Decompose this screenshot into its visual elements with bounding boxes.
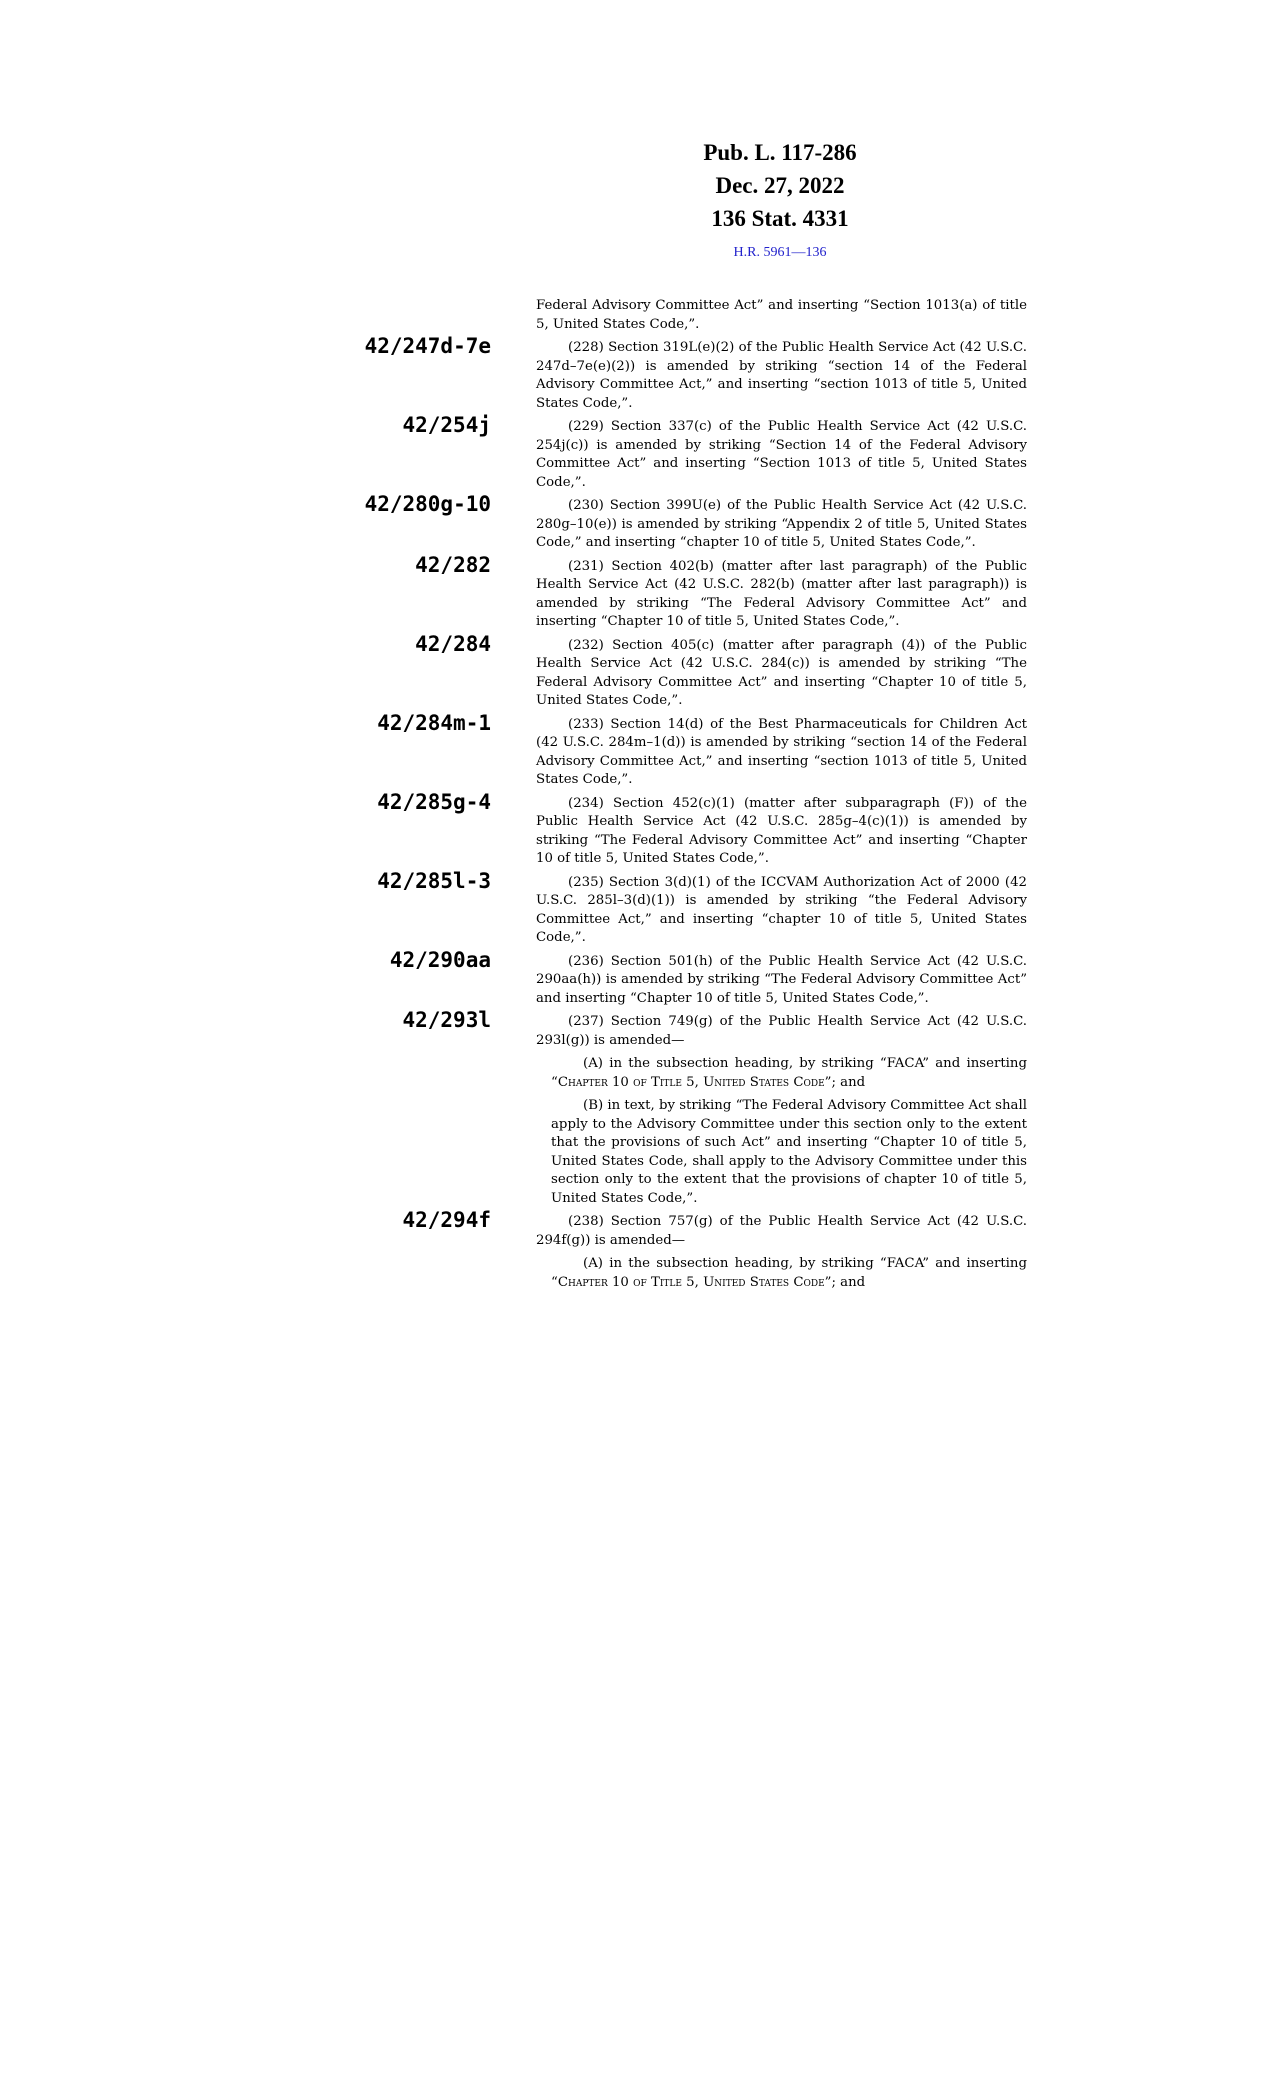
margin-citation: 42/282 bbox=[415, 552, 491, 577]
small-caps-heading: Chapter 10 of Title 5, United States Code bbox=[557, 1274, 825, 1290]
paragraph-text: (233) Section 14(d) of the Best Pharmaceuticals for Children Act (42 U.S.C. 284m–1(d)) is amended by striking “section 14 of the Federal Advisory Committee Act,” and inserting “section 1013 of title 5, United States Code,”. bbox=[536, 716, 1027, 787]
paragraph bbox=[364, 492, 1027, 553]
subparagraph-text: (B) in text, by striking “The Federal Advisory Committee Act shall apply to the Advisory Committee under this section only to the extent that the provisions of such Act” and inserting “Chapter 10 of title 5, United States Code, shall apply to the Advisory Committee under this section only to the extent that the provisions of chapter 10 of title 5, United States Code,”. bbox=[551, 1098, 1027, 1206]
margin-citation: 42/290aa bbox=[389, 947, 491, 972]
enactment-date: Dec. 27, 2022 bbox=[715, 173, 845, 198]
subparagraph bbox=[551, 1255, 1027, 1292]
page-header bbox=[640, 136, 920, 261]
subparagraph-text-end: ”; and bbox=[824, 1274, 866, 1290]
margin-citation: 42/285l-3 bbox=[377, 868, 491, 893]
paragraph bbox=[377, 789, 1027, 869]
paragraph bbox=[402, 1208, 1027, 1250]
margin-citation: 42/284 bbox=[415, 631, 491, 656]
paragraph bbox=[364, 334, 1027, 413]
margin-citation: 42/254j bbox=[402, 413, 491, 437]
paragraph-text: (228) Section 319L(e)(2) of the Public Health Service Act (42 U.S.C. 247d–7e(e)(2)) is amended by striking “section 14 of the Federal Advisory Committee Act,” and inserting “section 1013 of title 5, United States Code,”. bbox=[536, 340, 1027, 411]
paragraph-text: (229) Section 337(c) of the Public Health Service Act (42 U.S.C. 254j(c)) is amended by striking “Section 14 of the Federal Advisory Committee Act” and inserting “Section 1013 of title 5, United States Code,”. bbox=[536, 419, 1027, 490]
paragraph-text: (231) Section 402(b) (matter after last paragraph) of the Public Health Service Act (42 U.S.C. 282(b) (matter after last paragraph)) is amended by striking “The Federal Advisory Committee Act” and inserting “Chapter 10 of title 5, United States Code,”. bbox=[536, 558, 1027, 629]
document-body bbox=[364, 297, 1027, 1297]
subparagraph bbox=[551, 1097, 1027, 1208]
paragraph bbox=[415, 631, 1027, 711]
subparagraph bbox=[551, 1055, 1027, 1092]
margin-citation: 42/247d-7e bbox=[364, 334, 491, 358]
paragraph-text: (236) Section 501(h) of the Public Health Service Act (42 U.S.C. 290aa(h)) is amended by striking “The Federal Advisory Committee Act” and inserting “Chapter 10 of title 5, United States Code,”. bbox=[536, 953, 1027, 1006]
paragraph bbox=[536, 297, 1027, 334]
subparagraph-text-end: ”; and bbox=[824, 1074, 866, 1090]
paragraph bbox=[402, 413, 1027, 492]
paragraph bbox=[389, 947, 1027, 1009]
paragraph-text: (230) Section 399U(e) of the Public Health Service Act (42 U.S.C. 280g–10(e)) is amended by striking “Appendix 2 of title 5, United States Code,” and inserting “chapter 10 of title 5, United States Code,”. bbox=[536, 498, 1027, 550]
paragraph bbox=[377, 868, 1027, 948]
paragraph-text: (232) Section 405(c) (matter after paragraph (4)) of the Public Health Service Act (42 U.S.C. 284(c)) is amended by striking “The Federal Advisory Committee Act” and inserting “Chapter 10 of title 5, United States Code,”. bbox=[536, 637, 1027, 708]
bill-link[interactable]: H.R. 5961—136 bbox=[733, 245, 827, 260]
margin-citation: 42/285g-4 bbox=[377, 789, 491, 814]
statute-citation: 136 Stat. 4331 bbox=[711, 206, 849, 231]
margin-citation: 42/284m-1 bbox=[377, 710, 491, 735]
paragraph bbox=[402, 1008, 1027, 1050]
margin-citation: 42/294f bbox=[402, 1208, 491, 1232]
paragraph bbox=[415, 552, 1027, 632]
subparagraph-text: (A) in the subsection heading, by striking “FACA” and inserting “ bbox=[551, 1256, 1027, 1290]
paragraph-text: Federal Advisory Committee Act” and inserting “Section 1013(a) of title 5, United States Code,”. bbox=[536, 298, 1027, 332]
subparagraph-text: (A) in the subsection heading, by striking “FACA” and inserting “ bbox=[551, 1056, 1027, 1090]
paragraph-text: (237) Section 749(g) of the Public Health Service Act (42 U.S.C. 293l(g)) is amended— bbox=[536, 1014, 1027, 1048]
paragraph-text: (235) Section 3(d)(1) of the ICCVAM Authorization Act of 2000 (42 U.S.C. 285l–3(d)(1)) is amended by striking “the Federal Advisory Committee Act,” and inserting “chapter 10 of title 5, United States Code,”. bbox=[536, 874, 1027, 945]
paragraph-text: (234) Section 452(c)(1) (matter after subparagraph (F)) of the Public Health Service Act (42 U.S.C. 285g–4(c)(1)) is amended by striking “The Federal Advisory Committee Act” and inserting “Chapter 10 of title 5, United States Code,”. bbox=[536, 795, 1027, 866]
public-law-number: Pub. L. 117-286 bbox=[703, 140, 857, 165]
margin-citation: 42/280g-10 bbox=[364, 492, 491, 516]
paragraph bbox=[377, 710, 1027, 790]
small-caps-heading: Chapter 10 of Title 5, United States Code bbox=[557, 1074, 825, 1090]
margin-citation: 42/293l bbox=[402, 1008, 491, 1032]
paragraph-text: (238) Section 757(g) of the Public Health Service Act (42 U.S.C. 294f(g)) is amended— bbox=[536, 1214, 1027, 1248]
